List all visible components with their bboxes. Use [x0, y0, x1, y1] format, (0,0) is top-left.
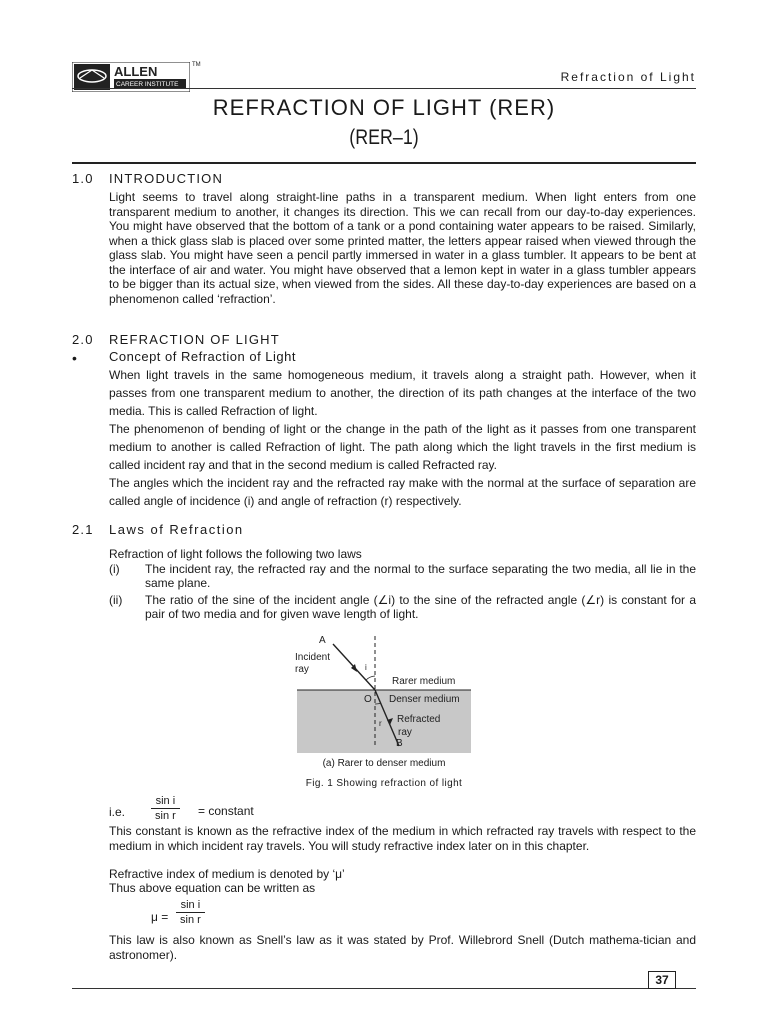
- fraction-numerator: sin i: [151, 795, 180, 809]
- label-denser-medium: Denser medium: [389, 694, 460, 705]
- bullet-icon: •: [72, 350, 77, 366]
- header-rule: [72, 88, 696, 89]
- constant-paragraph: This constant is known as the refractive index of the medium in which refracted ray travels with respect to the medium in which incident ray travels. You will study refractive index later on in this chapter.: [109, 824, 696, 853]
- section-number-refraction: 2.0: [72, 332, 94, 347]
- section-number-intro: 1.0: [72, 171, 94, 186]
- figure-caption: Fig. 1 Showing refraction of light: [305, 778, 463, 789]
- footer-rule: [72, 988, 696, 989]
- law-item-2: [109, 593, 696, 621]
- law-item-1: [109, 562, 696, 590]
- trademark-mark: TM: [192, 62, 201, 68]
- label-incident: Incident: [295, 652, 331, 663]
- concept-paragraph-2: The phenomenon of bending of light or the change in the path of the light as it passes from one transparent medium to another is called Refraction of light. The path along which the light travels in the first medium is called incident ray and that in the second medium is called Refracted ray.: [109, 422, 696, 472]
- label-angle-i: i: [365, 663, 367, 672]
- section-heading-refraction: REFRACTION OF LIGHT: [109, 332, 280, 347]
- page-subtitle: (RER–1): [349, 126, 419, 149]
- equals-constant: = constant: [198, 804, 254, 818]
- mu-definition: Refractive index of medium is denoted by ‘μ’: [109, 867, 345, 881]
- page-number: 37: [648, 971, 676, 989]
- laws-intro: Refraction of light follows the following two laws: [109, 547, 362, 561]
- label-a: A: [319, 635, 326, 646]
- label-b: B: [396, 738, 403, 749]
- fraction-denominator: sin r: [155, 810, 176, 822]
- figure-subcaption: (a) Rarer to denser medium: [322, 758, 446, 769]
- ratio-fraction: [151, 795, 180, 822]
- mu-fraction: [176, 899, 205, 926]
- snells-law-paragraph: This law is also known as Snell’s law as it was stated by Prof. Willebrord Snell (Dutch mathema-tician and astronomer).: [109, 933, 696, 962]
- label-incident-ray: ray: [295, 664, 309, 675]
- section-heading-laws: Laws of Refraction: [109, 522, 244, 537]
- mu-fraction-numerator: sin i: [176, 899, 205, 913]
- intro-paragraph: Light seems to travel along straight-line paths in a transparent medium. When light enters from one transparent medium to another, it changes its direction. This we can recall from our day-to-day experiences. You might have observed that the bottom of a tank or a pond containing water appears to be raised. Similarly, when a thick glass slab is placed over some printed matter, the letters appear raised when viewed through the glass slab. You might have seen a pencil partly immersed in water in a glass tumbler. It appears to be bent at the interface of air and water. You might have observed that a lemon kept in water in a glass tumbler appears to be bigger than its actual size, when viewed from the sides. All these day-to-day experiences are based on a phenomenon called ‘refraction’.: [109, 190, 696, 306]
- svg-text:CAREER INSTITUTE: CAREER INSTITUTE: [116, 81, 179, 88]
- mu-lhs: μ =: [151, 910, 169, 924]
- running-title: Refraction of Light: [560, 70, 696, 84]
- label-rarer-medium: Rarer medium: [392, 676, 456, 687]
- law-marker-2: (ii): [109, 593, 123, 607]
- section-number-laws: 2.1: [72, 522, 94, 537]
- law-text-1: The incident ray, the refracted ray and the normal to the surface separating the two media, all lie in the same plane.: [145, 562, 696, 590]
- svg-text:ALLEN: ALLEN: [114, 64, 158, 79]
- mu-fraction-denominator: sin r: [180, 914, 201, 926]
- concept-heading: Concept of Refraction of Light: [109, 349, 296, 364]
- refraction-figure: [295, 632, 473, 762]
- label-o: O: [364, 694, 372, 705]
- concept-paragraph-1: When light travels in the same homogeneous medium, it travels along a straight path. However, when it passes from one transparent medium to another, the direction of its path changes at the interface of the two media. This is called Refraction of light.: [109, 368, 696, 418]
- law-marker-1: (i): [109, 562, 120, 576]
- page-title: REFRACTION OF LIGHT (RER): [212, 95, 556, 120]
- angle-i-arc: [366, 676, 375, 680]
- label-refracted-ray: ray: [398, 727, 412, 738]
- law-text-2: The ratio of the sine of the incident angle (∠i) to the sine of the refracted angle (∠r) is constant for a pair of two media and for given wave length of light.: [145, 593, 696, 621]
- ie-label: i.e.: [109, 805, 126, 819]
- label-refracted: Refracted: [397, 714, 441, 725]
- section-heading-intro: INTRODUCTION: [109, 171, 224, 186]
- concept-paragraph-3: The angles which the incident ray and the refracted ray make with the normal at the surface of separation are called angle of incidence (i) and angle of refraction (r) respectively.: [109, 476, 696, 508]
- equation-lead: Thus above equation can be written as: [109, 881, 316, 895]
- title-rule: [72, 162, 696, 164]
- label-angle-r: r: [379, 719, 382, 728]
